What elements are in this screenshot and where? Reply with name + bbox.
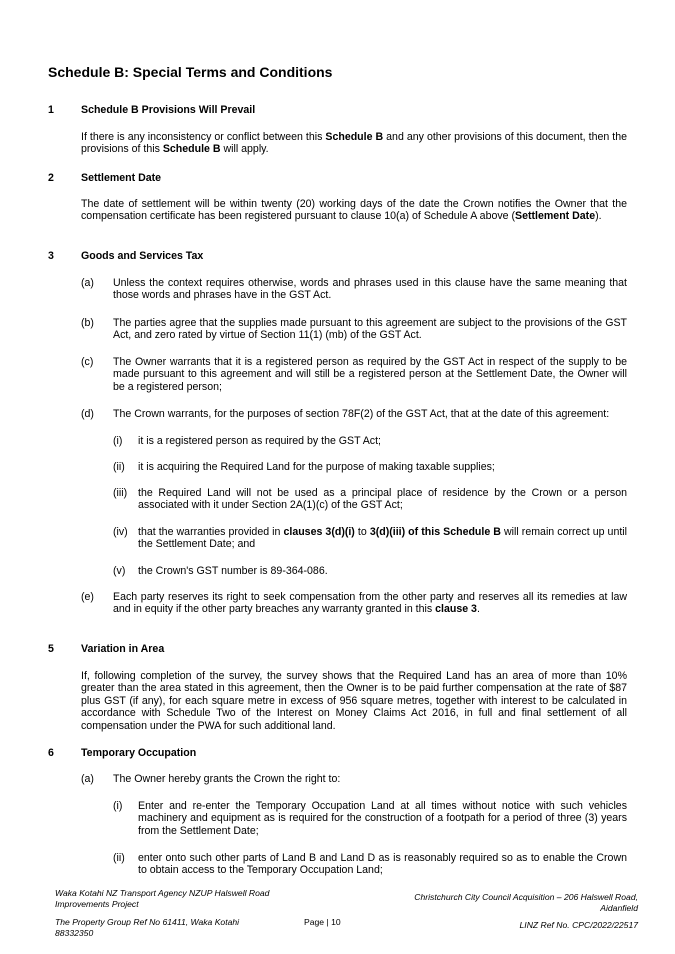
section-2-text: The date of settlement will be within twenty (20) working days of the date the Crown notifies the Owner that the compensation certificate has been registered pursuant to clause 10(a) of Schedule A above (Settlement Date).	[81, 198, 627, 223]
clause-6a-ii-label: (ii)	[113, 852, 125, 864]
section-2-number: 2	[48, 172, 54, 184]
footer-project: Waka Kotahi NZ Transport Agency NZUP Halswell Road Improvements Project	[55, 888, 270, 909]
section-3-number: 3	[48, 250, 54, 262]
section-5-text: If, following completion of the survey, the survey shows that the Required Land has an area of more than 10% greater than the area stated in this agreement, then the Owner is to be paid further compensation at the rate of $87 plus GST (if any), for each square metre in excess of 956 square metres, together with interest to be calculated in accordance with Schedule Two of the Interest on Money Claims Act 2016, in full and final settlement of all compensation under the PWA for such additional land.	[81, 670, 627, 732]
clause-3d-iii-text: the Required Land will not be used as a principal place of residence by the Crown or a person associated with it under Section 2A(1)(c) of the GST Act;	[138, 487, 627, 512]
clause-3d-iv-text: that the warranties provided in clauses 3(d)(i) to 3(d)(iii) of this Schedule B will remain correct up until the Settlement Date; and	[138, 526, 627, 551]
clause-3d-iv-label: (iv)	[113, 526, 128, 538]
clause-6a-i-text: Enter and re-enter the Temporary Occupation Land at all times without notice with such vehicles machinery and equipment as is required for the construction of a footpath for a period of three (3) years from the Settlement Date;	[138, 800, 627, 837]
clause-3d-iii-label: (iii)	[113, 487, 128, 499]
clause-3d-i-text: it is a registered person as required by the GST Act;	[138, 435, 381, 447]
clause-6a-i-label: (i)	[113, 800, 123, 812]
section-6-number: 6	[48, 747, 54, 759]
footer-linz-ref: LINZ Ref No. CPC/2022/22517	[519, 920, 638, 930]
footer-acquisition: Christchurch City Council Acquisition – 206 Halswell Road, Aidanfield	[414, 892, 638, 913]
clause-3d-ii-label: (ii)	[113, 461, 125, 473]
clause-3e-label: (e)	[81, 591, 94, 603]
clause-6a-text: The Owner hereby grants the Crown the right to:	[113, 773, 341, 785]
section-2-heading: Settlement Date	[81, 172, 162, 184]
clause-3e-text: Each party reserves its right to seek compensation from the other party and reserves all its remedies at law and in equity if the other party breaches any warranty granted in this clause 3.	[113, 591, 627, 616]
page-number: Page | 10	[304, 917, 341, 927]
clause-3d-i-label: (i)	[113, 435, 123, 447]
clause-3d-label: (d)	[81, 408, 94, 420]
clause-3c-text: The Owner warrants that it is a registered person as required by the GST Act in respect of the supply to be made pursuant to this agreement and will still be a registered person at the Settlement Date, the Owner will be a registered person;	[113, 356, 627, 393]
clause-3a-text: Unless the context requires otherwise, words and phrases used in this clause have the same meaning that those words and phrases have in the GST Act.	[113, 277, 627, 302]
clause-3b-text: The parties agree that the supplies made pursuant to this agreement are subject to the provisions of the GST Act, and zero rated by virtue of Section 11(1) (mb) of the GST Act.	[113, 317, 627, 342]
clause-3d-ii-text: it is acquiring the Required Land for the purpose of making taxable supplies;	[138, 461, 495, 473]
clause-6a-label: (a)	[81, 773, 94, 785]
clause-3d-v-text: the Crown's GST number is 89-364-086.	[138, 565, 328, 577]
section-1-heading: Schedule B Provisions Will Prevail	[81, 104, 256, 116]
clause-3a-label: (a)	[81, 277, 94, 289]
page-title: Schedule B: Special Terms and Conditions	[48, 64, 333, 80]
clause-3b-label: (b)	[81, 317, 94, 329]
section-5-heading: Variation in Area	[81, 643, 165, 655]
section-6-heading: Temporary Occupation	[81, 747, 197, 759]
clause-3d-v-label: (v)	[113, 565, 126, 577]
section-1-text: If there is any inconsistency or conflict between this Schedule B and any other provisions of this document, then the provisions of this Schedule B will apply.	[81, 131, 627, 156]
section-1-number: 1	[48, 104, 54, 116]
section-3-heading: Goods and Services Tax	[81, 250, 204, 262]
clause-3c-label: (c)	[81, 356, 94, 368]
clause-6a-ii-text: enter onto such other parts of Land B and Land D as is reasonably required so as to enable the Crown to obtain access to the Temporary Occupation Land;	[138, 852, 627, 877]
footer-reference: The Property Group Ref No 61411, Waka Kotahi 88332350	[55, 917, 240, 938]
clause-3d-text: The Crown warrants, for the purposes of section 78F(2) of the GST Act, that at the date of this agreement:	[113, 408, 610, 420]
section-5-number: 5	[48, 643, 54, 655]
